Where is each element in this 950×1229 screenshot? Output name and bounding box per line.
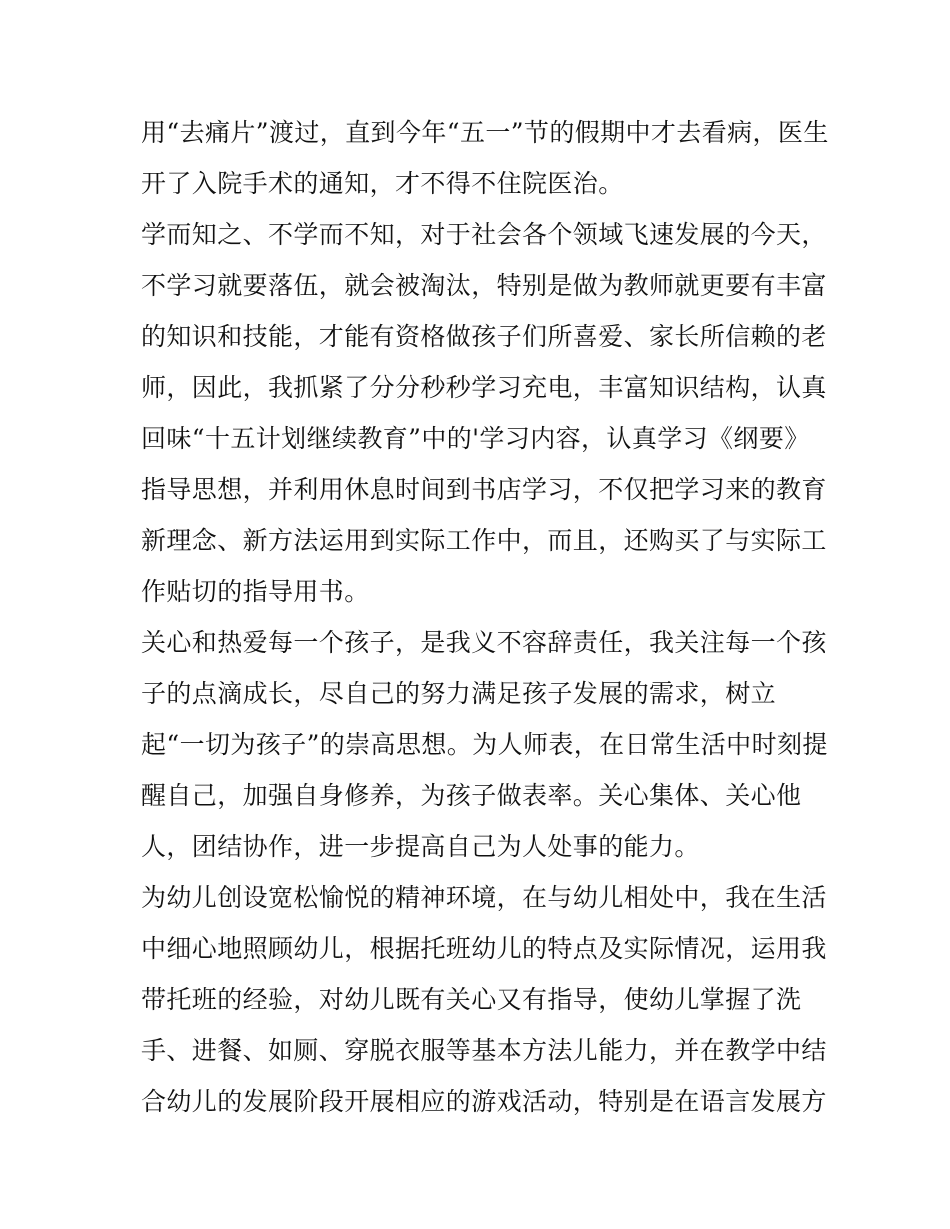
text-line: 指导思想，并利用休息时间到书店学习，不仅把学习来的教育 — [141, 475, 827, 504]
text-line: 开了入院手术的通知，才不得不住院医治。 — [141, 169, 624, 198]
text-line: 带托班的经验，对幼儿既有关心又有指导，使幼儿掌握了洗 — [141, 985, 802, 1014]
text-line: 人，团结协作，进一步提高自己为人处事的能力。 — [141, 832, 700, 861]
text-line: 子的点滴成长，尽自己的努力满足孩子发展的需求，树立 — [141, 679, 777, 708]
text-line: 师，因此，我抓紧了分分秒秒学习充电，丰富知识结构，认真 — [141, 373, 827, 402]
text-line: 学而知之、不学而不知，对于社会各个领域飞速发展的今天， — [141, 220, 827, 249]
text-line: 起“一切为孩子”的崇高思想。为人师表，在日常生活中时刻提 — [141, 730, 828, 759]
text-line: 手、进餐、如厕、穿脱衣服等基本方法儿能力，并在教学中结 — [141, 1036, 827, 1065]
text-line: 为幼儿创设宽松愉悦的精神环境，在与幼儿相处中，我在生活 — [141, 883, 827, 912]
text-line: 中细心地照顾幼儿，根据托班幼儿的特点及实际情况，运用我 — [141, 934, 827, 963]
document-body — [141, 107, 829, 1127]
text-line: 醒自己，加强自身修养，为孩子做表率。关心集体、关心他 — [141, 781, 802, 810]
text-line: 合幼儿的发展阶段开展相应的游戏活动，特别是在语言发展方 — [141, 1087, 827, 1116]
text-line: 作贴切的指导用书。 — [141, 577, 370, 606]
text-line: 关心和热爱每一个孩子，是我义不容辞责任，我关注每一个孩 — [141, 628, 827, 657]
text-line: 不学习就要落伍，就会被淘汰，特别是做为教师就更要有丰富 — [141, 271, 827, 300]
text-line: 用“去痛片”渡过，直到今年“五一”节的假期中才去看病，医生 — [141, 118, 829, 147]
text-line: 新理念、新方法运用到实际工作中，而且，还购买了与实际工 — [141, 526, 827, 555]
text-line: 的知识和技能，才能有资格做孩子们所喜爱、家长所信赖的老 — [141, 322, 827, 351]
text-line: 回味“十五计划继续教育”中的'学习内容，认真学习《纲要》 — [141, 424, 810, 453]
